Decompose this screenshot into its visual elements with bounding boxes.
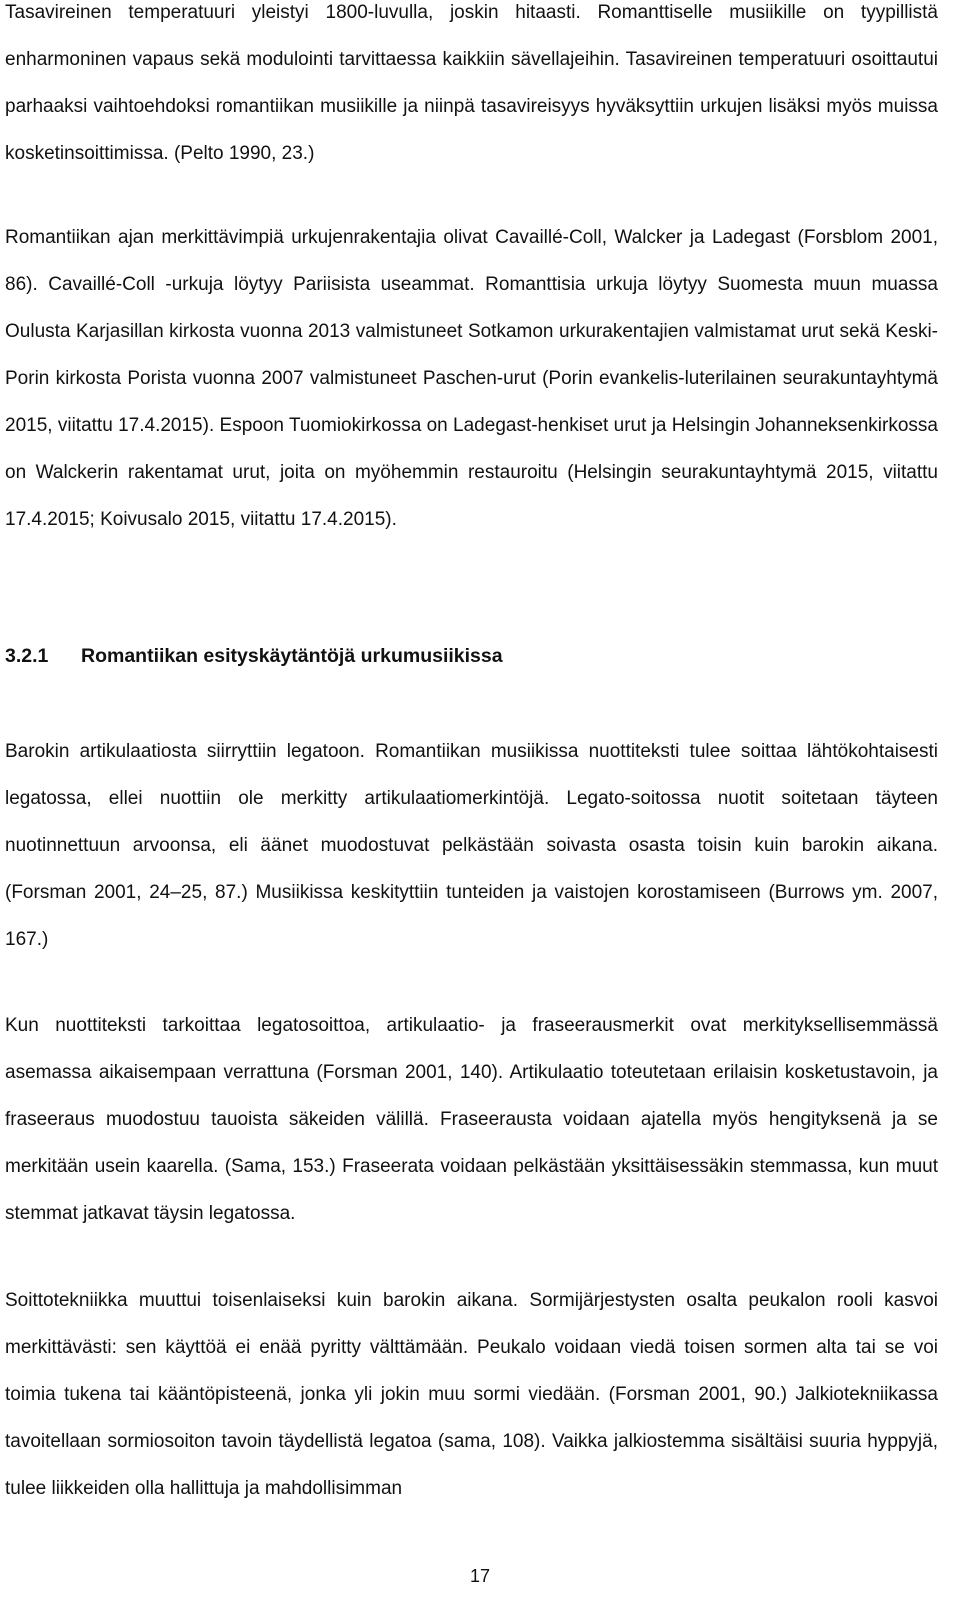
page-number: 17 [469, 1566, 491, 1586]
paragraph-articulation: Kun nuottiteksti tarkoittaa legatosoittoa, artikulaatio- ja fraseerausmerkit ovat merkityksellisemmässä asemassa aikaisempaan verrattuna (Forsman 2001, 140). Artikulaatio toteutetaan erilaisin kosketustavoin, ja fraseeraus muodostuu tauoista säkeiden välillä. Fraseerausta voidaan ajatella myös hengityksenä ja se merkitään usein kaarella. (Sama, 153.) Fraseerata voidaan pelkästään yksittäisessäkin stemmassa, kun muut stemmat jatkavat täysin legatossa. [5, 1015, 938, 1224]
section-title: Romantiikan esityskäytäntöjä urkumusiikissa [81, 645, 503, 667]
section-number: 3.2.1 [5, 645, 49, 667]
section-heading [5, 633, 503, 680]
paragraph-equal-temperament: Tasavireinen temperatuuri yleistyi 1800-luvulla, joskin hitaasti. Romanttiselle musiikille on tyypillistä enharmoninen vapaus sekä modulointi tarvittaessa kaikkiin sävellajeihin. Tasavireinen temperatuuri osoittautui parhaaksi vaihtoehdoksi romantiikan musiikille ja niinpä tasavireisyys hyväksyttiin urkujen lisäksi myös muissa kosketinsoittimissa. (Pelto 1990, 23.) [5, 2, 938, 164]
paragraph-legato: Barokin artikulaatiosta siirryttiin legatoon. Romantiikan musiikissa nuottiteksti tulee soittaa lähtökohtaisesti legatossa, ellei nuottiin ole merkitty artikulaatiomerkintöjä. Legato-soitossa nuotit soitetaan täyteen nuotinnettuun arvoonsa, eli äänet muodostuvat pelkästään soivasta osasta toisin kuin barokin aikana. (Forsman 2001, 24–25, 87.) Musiikissa keskityttiin tunteiden ja vaistojen korostamiseen (Burrows ym. 2007, 167.) [5, 741, 938, 950]
paragraph-organ-builders: Romantiikan ajan merkittävimpiä urkujenrakentajia olivat Cavaillé-Coll, Walcker ja Ladegast (Forsblom 2001, 86). Cavaillé-Coll -urkuja löytyy Pariisista useammat. Romanttisia urkuja löytyy Suomesta muun muassa Oulusta Karjasillan kirkosta vuonna 2013 valmistuneet Sotkamon urkurakentajien valmistamat urut sekä Keski-Porin kirkosta Porista vuonna 2007 valmistuneet Paschen-urut (Porin evankelis-luterilainen seurakuntayhtymä 2015, viitattu 17.4.2015). Espoon Tuomiokirkossa on Ladegast-henkiset urut ja Helsingin Johanneksenkirkossa on Walckerin rakentamat urut, joita on myöhemmin restauroitu (Helsingin seurakuntayhtymä 2015, viitattu 17.4.2015; Koivusalo 2015, viitattu 17.4.2015). [5, 227, 938, 530]
paragraph-technique: Soittotekniikka muuttui toisenlaiseksi kuin barokin aikana. Sormijärjestysten osalta peukalon rooli kasvoi merkittävästi: sen käyttöä ei enää pyritty välttämään. Peukalo voidaan viedä toisen sormen alta tai se voi toimia tukena tai kääntöpisteenä, jonka yli jokin muu sormi viedään. (Forsman 2001, 90.) Jalkiotekniikassa tavoitellaan sormiosoiton tavoin täydellistä legatoa (sama, 108). Vaikka jalkiostemma sisältäisi suuria hyppyjä, tulee liikkeiden olla hallittuja ja mahdollisimman [5, 1290, 938, 1499]
